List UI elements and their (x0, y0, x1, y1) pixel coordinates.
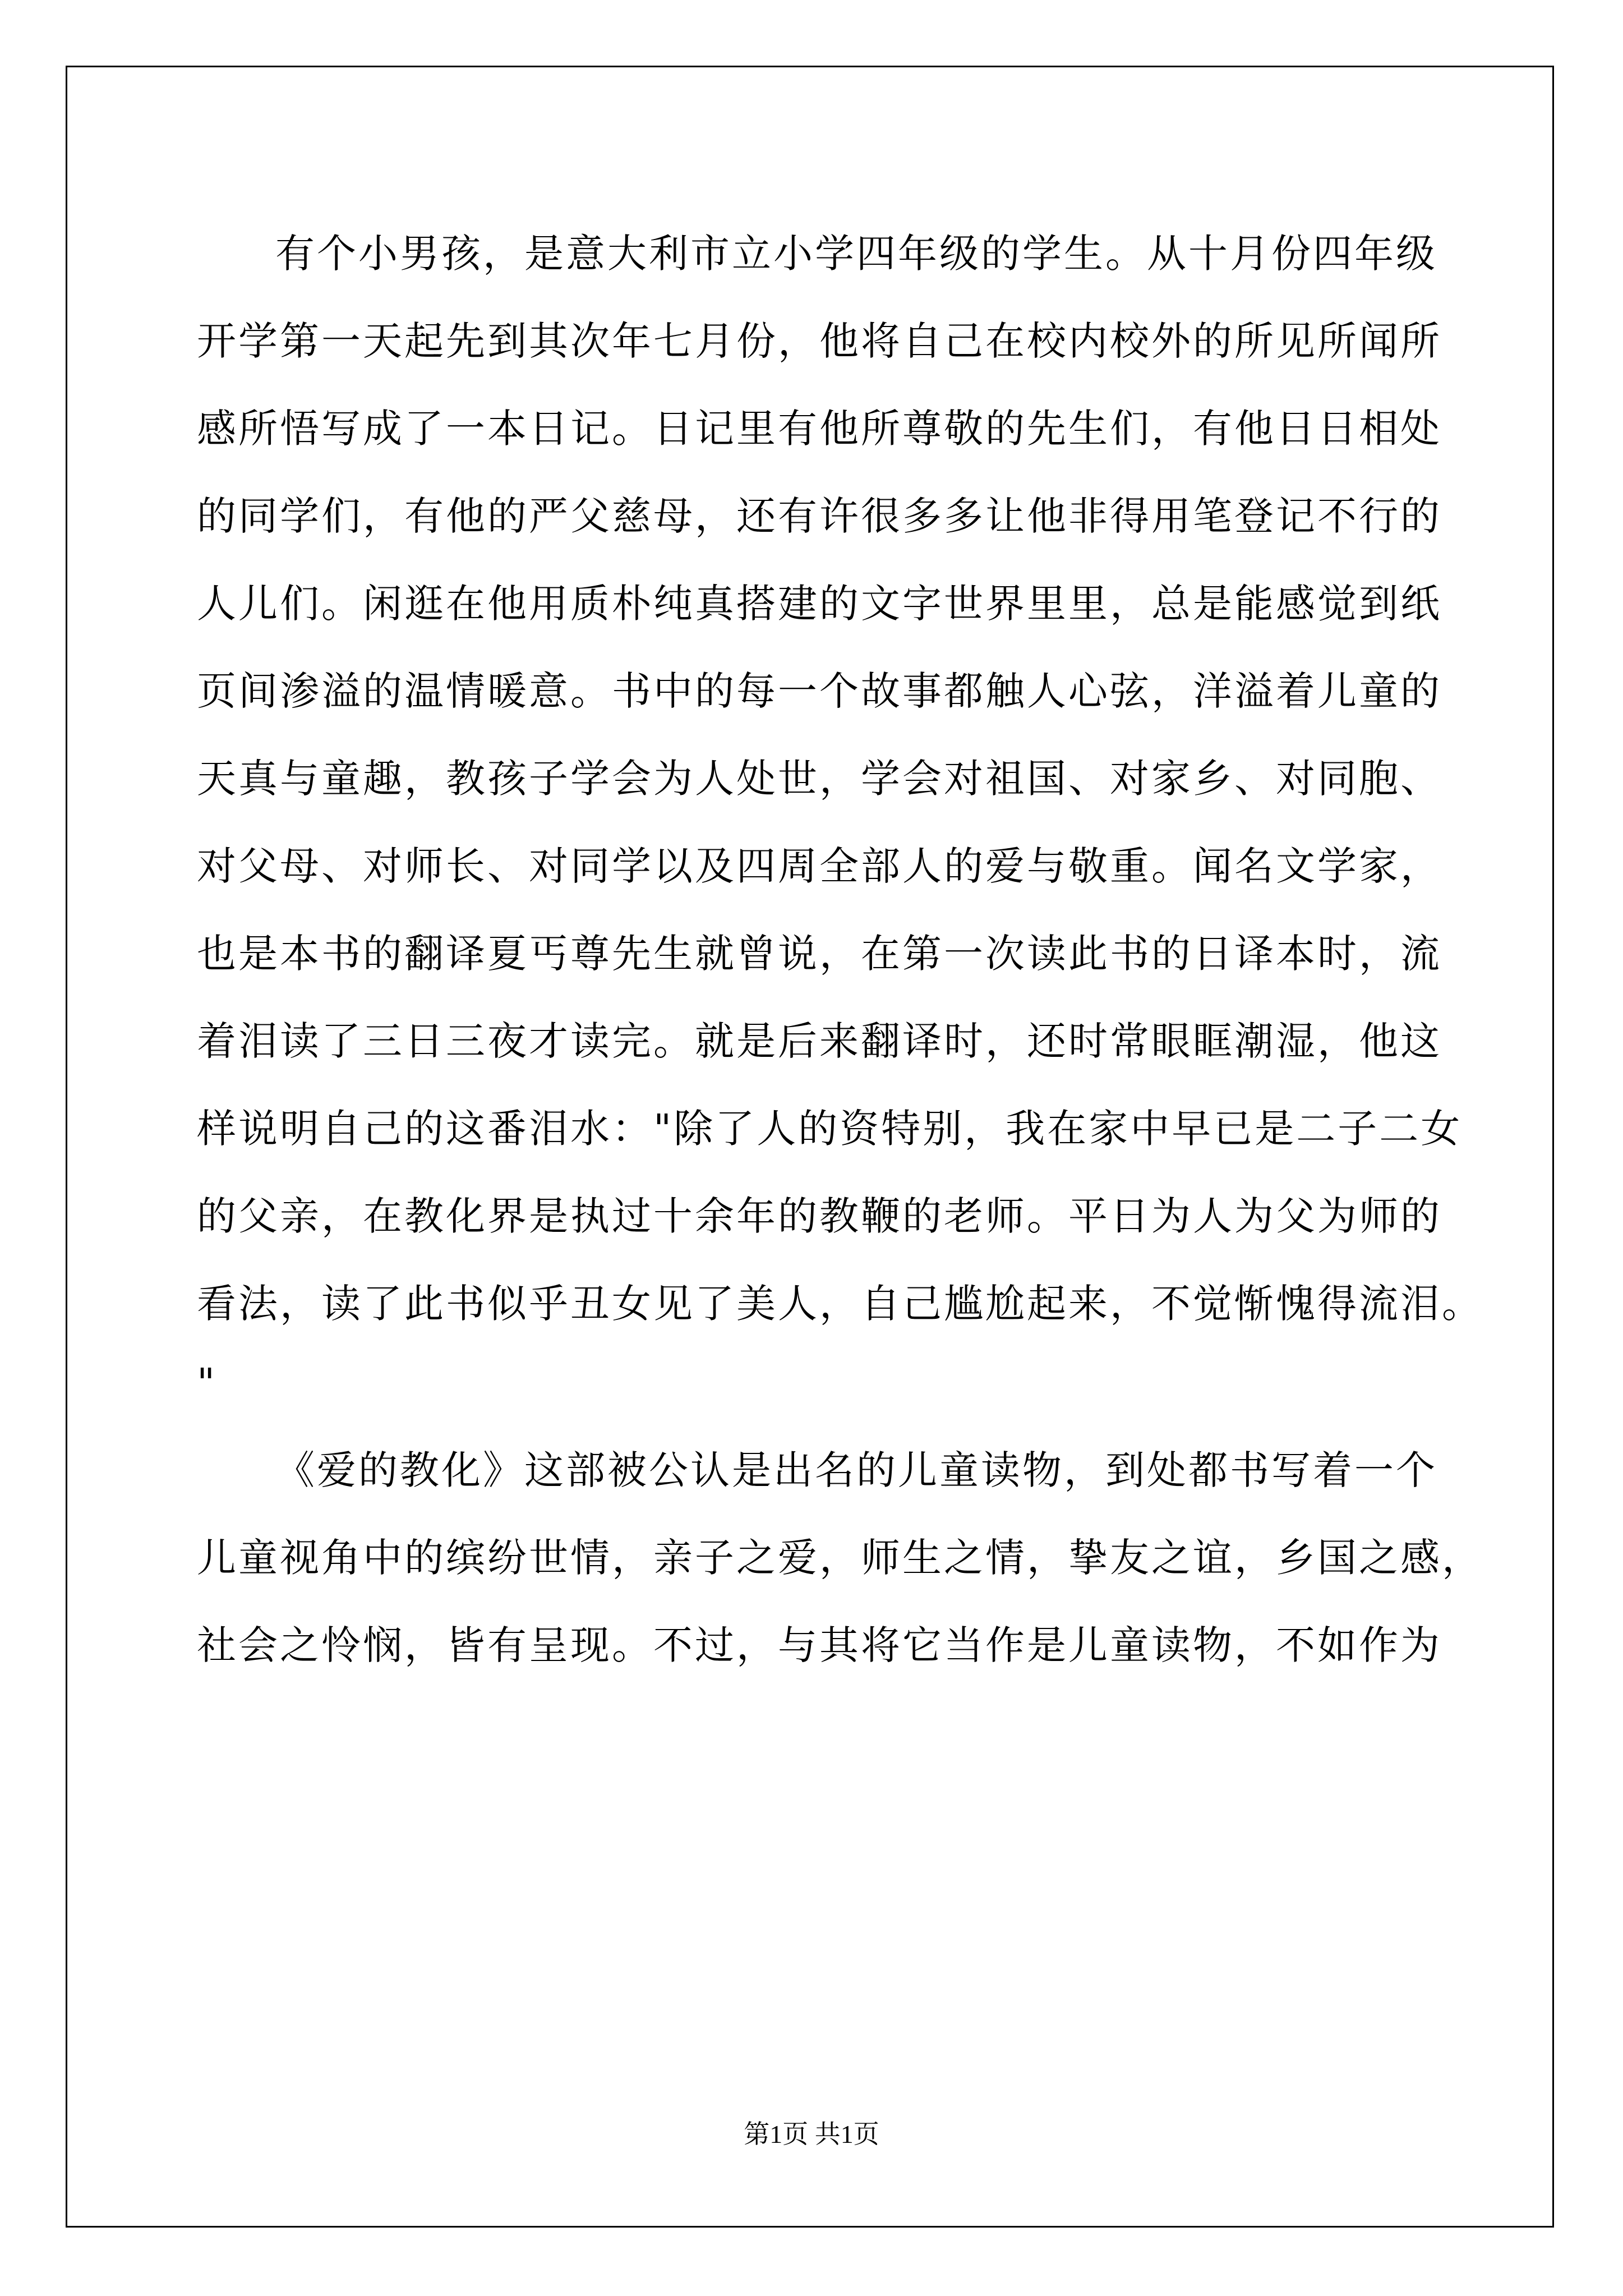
page-number: 第1页 共1页 (744, 2120, 879, 2148)
paragraph-line: 《爱的教化》这部被公认是出名的儿童读物，到处都书写着一个 (275, 1447, 1437, 1493)
paragraph-line: 有个小男孩，是意大利市立小学四年级的学生。从十月份四年级 (275, 231, 1437, 277)
paragraph-line: 的同学们，有他的严父慈母，还有许很多多让他非得用笔登记不行的 (197, 493, 1442, 539)
paragraph-line: 的父亲，在教化界是执过十余年的教鞭的老师。平日为人为父为师的 (197, 1193, 1442, 1239)
paragraph-line: 天真与童趣，教孩子学会为人处世，学会对祖国、对家乡、对同胞、 (197, 756, 1442, 802)
paragraph-line: " (197, 1360, 218, 1406)
paragraph-line: 样说明自己的这番泪水："除了人的资特别，我在家中早已是二子二女 (197, 1106, 1463, 1152)
paragraph-line: 看法，读了此书似乎丑女见了美人，自己尴尬起来，不觉惭愧得流泪。 (197, 1281, 1483, 1327)
paragraph-line: 社会之怜悯，皆有呈现。不过，与其将它当作是儿童读物，不如作为 (197, 1622, 1442, 1668)
paragraph-line: 也是本书的翻译夏丐尊先生就曾说，在第一次读此书的日译本时，流 (197, 931, 1442, 977)
paragraph-line: 开学第一天起先到其次年七月份，他将自己在校内校外的所见所闻所 (197, 318, 1442, 364)
paragraph-line: 人儿们。闲逛在他用质朴纯真搭建的文字世界里里，总是能感觉到纸 (197, 581, 1442, 627)
paragraph-line: 页间渗溢的温情暖意。书中的每一个故事都触人心弦，洋溢着儿童的 (197, 668, 1442, 714)
paragraph-line: 儿童视角中的缤纷世情，亲子之爱，师生之情，挚友之谊，乡国之感， (197, 1535, 1483, 1581)
paragraph-line: 感所悟写成了一本日记。日记里有他所尊敬的先生们，有他日日相处 (197, 406, 1442, 452)
paragraph-line: 着泪读了三日三夜才读完。就是后来翻译时，还时常眼眶潮湿，他这 (197, 1018, 1442, 1064)
paragraph-line: 对父母、对师长、对同学以及四周全部人的爱与敬重。闻名文学家， (197, 843, 1442, 889)
